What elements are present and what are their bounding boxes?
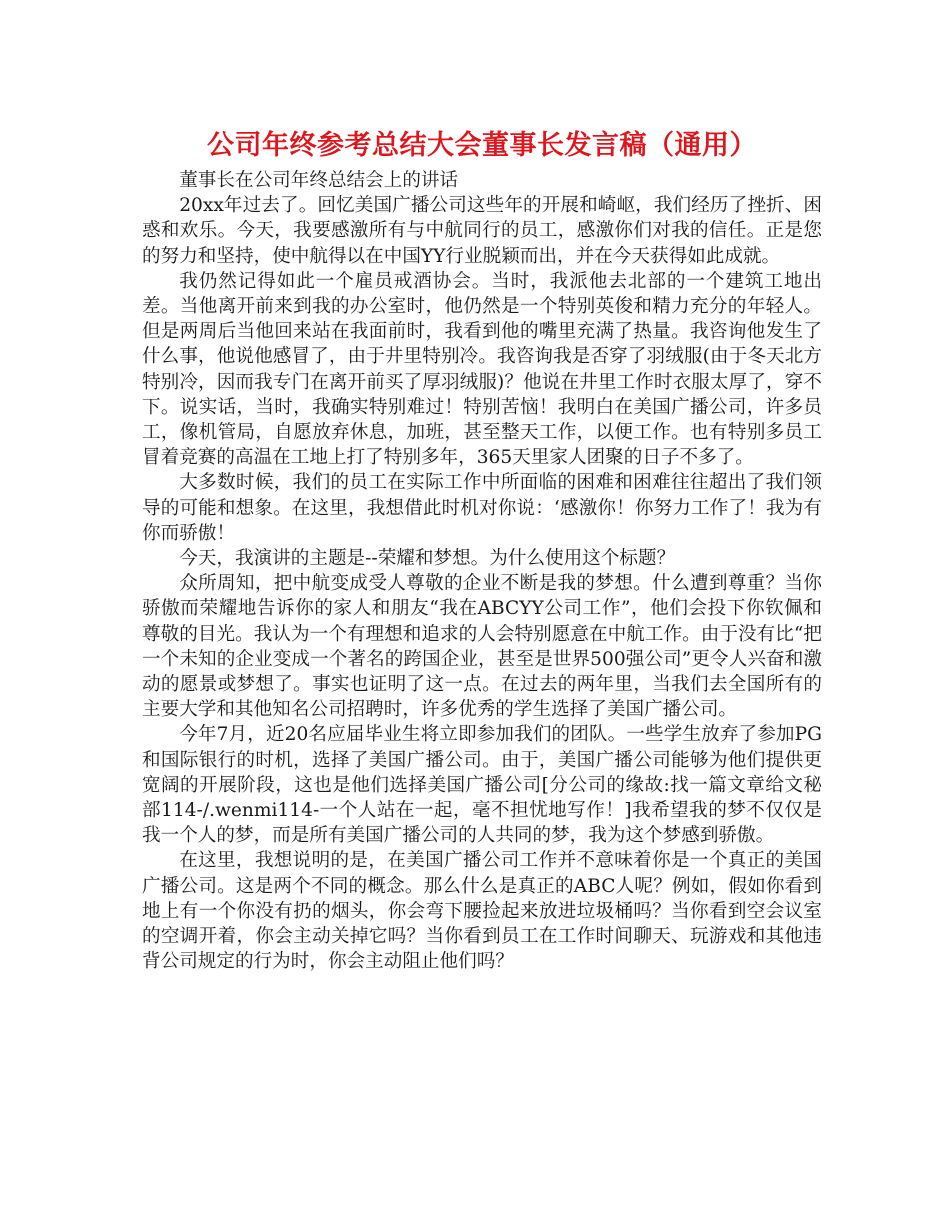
document-page bbox=[142, 128, 822, 975]
paragraph: 在这里，我想说明的是，在美国广播公司工作并不意味着你是一个真正的美国广播公司。这是两个不同的概念。那么什么是真正的ABC人呢？例如，假如你看到地上有一个你没有扔的烟头，你会弯下腰捡起来放进垃圾桶吗？当你看到空会议室的空调开着，你会主动关掉它吗？当你看到员工在工作时间聊天、玩游戏和其他违背公司规定的行为时，你会主动阻止他们吗？ bbox=[142, 850, 822, 973]
paragraph: 众所周知，把中航变成受人尊敬的企业不断是我的梦想。什么遭到尊重？当你骄傲而荣耀地告诉你的家人和朋友“我在ABCYY公司工作”，他们会投下你钦佩和尊敬的目光。我认为一个有理想和追求的人会特别愿意在中航工作。由于没有比“把一个未知的企业变成一个著名的跨国企业，甚至是世界500强公司”更令人兴奋和激动的愿景或梦想了。事实也证明了这一点。在过去的两年里，当我们去全国所有的主要大学和其他知名公司招聘时，许多优秀的学生选择了美国广播公司。 bbox=[142, 573, 822, 721]
document-title: 公司年终参考总结大会董事长发言稿（通用） bbox=[207, 130, 757, 161]
paragraph: 我仍然记得如此一个雇员戒酒协会。当时，我派他去北部的一个建筑工地出差。当他离开前来到我的办公室时，他仍然是一个特别英俊和精力充分的年轻人。但是两周后当他回来站在我面前时，我看到他的嘴里充满了热量。我咨询他发生了什么事，他说他感冒了，由于井里特别冷。我咨询我是否穿了羽绒服(由于冬天北方特别冷，因而我专门在离开前买了厚羽绒服)？他说在井里工作时衣服太厚了，穿不下。说实话，当时，我确实特别难过！特别苦恼！我明白在美国广播公司，许多员工，像机管局，自愿放弃休息，加班，甚至整天工作，以便工作。也有特别多员工冒着竞赛的高温在工地上打了特别多年，365天里家人团聚的日子不多了。 bbox=[142, 270, 822, 469]
paragraph: 今年7月，近20名应届毕业生将立即参加我们的团队。一些学生放弃了参加PG和国际银行的时机，选择了美国广播公司。由于，美国广播公司能够为他们提供更宽阔的开展阶段，这也是他们选择美国广播公司[分公司的缘故:找一篇文章给文秘部114-/.wenmi114-一个人站在一起，毫不担忧地写作！]我希望我的梦不仅仅是我一个人的梦，而是所有美国广播公司的人共同的梦，我为这个梦感到骄傲。 bbox=[142, 724, 822, 847]
paragraph: 20xx年过去了。回忆美国广播公司这些年的开展和崎岖，我们经历了挫折、困惑和欢乐。今天，我要感激所有与中航同行的员工，感激你们对我的信任。正是您的努力和坚持，使中航得以在中国YY行业脱颖而出，并在今天获得如此成就。 bbox=[142, 195, 822, 267]
paragraph-heading: 董事长在公司年终总结会上的讲话 bbox=[179, 170, 459, 191]
paragraph: 今天，我演讲的主题是--荣耀和梦想。为什么使用这个标题？ bbox=[179, 548, 676, 570]
paragraph: 大多数时候，我们的员工在实际工作中所面临的困难和困难往往超出了我们领导的可能和想象。在这里，我想借此时机对你说：‘感激你！你努力工作了！我为有你而骄傲！ bbox=[142, 472, 822, 544]
